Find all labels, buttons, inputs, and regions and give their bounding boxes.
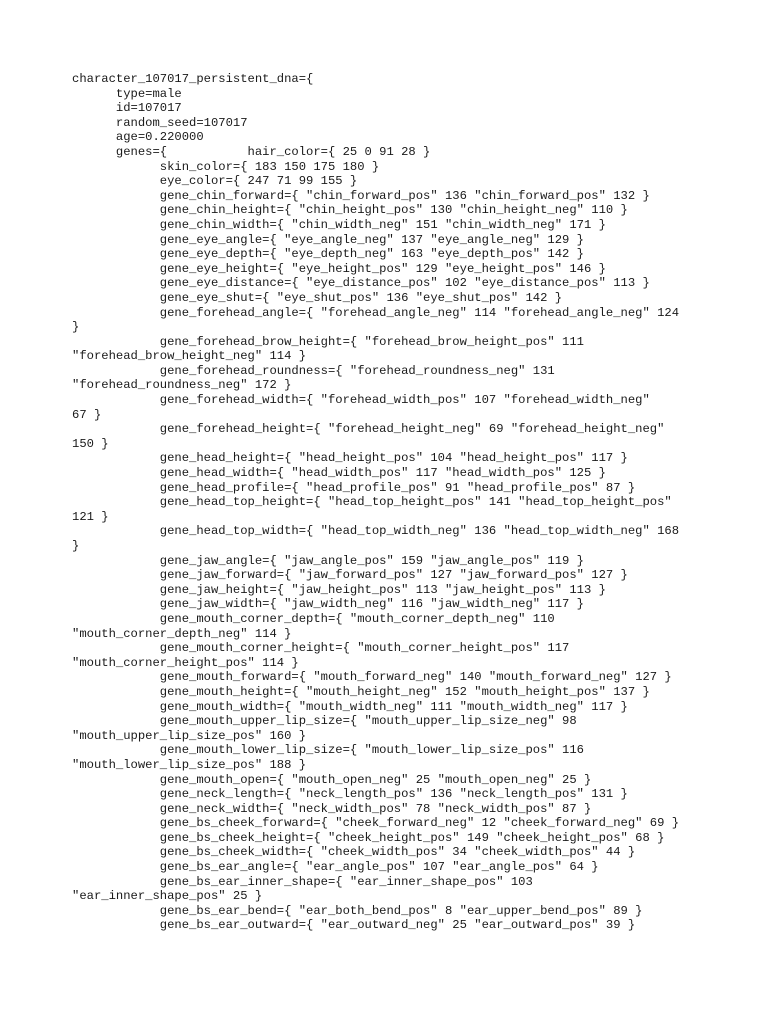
code-line: 150 } <box>72 436 109 451</box>
code-line: gene_head_height={ "head_height_pos" 104 "head_height_pos" 117 } <box>72 451 628 466</box>
code-line: "ear_inner_shape_pos" 25 } <box>72 889 263 904</box>
code-line: "mouth_lower_lip_size_pos" 188 } <box>72 757 307 772</box>
code-line: eye_color={ 247 71 99 155 } <box>72 174 358 189</box>
code-line: "forehead_brow_height_neg" 114 } <box>72 349 307 364</box>
code-line: gene_chin_height={ "chin_height_pos" 130 "chin_height_neg" 110 } <box>72 203 628 218</box>
code-line: gene_jaw_width={ "jaw_width_neg" 116 "jaw_width_neg" 117 } <box>72 597 584 612</box>
code-line: "mouth_corner_height_pos" 114 } <box>72 655 299 670</box>
code-line: gene_bs_ear_inner_shape={ "ear_inner_shape_pos" 103 <box>72 874 533 889</box>
code-line: "mouth_corner_depth_neg" 114 } <box>72 626 292 641</box>
dna-code-block <box>72 72 702 933</box>
code-line: genes={ hair_color={ 25 0 91 28 } <box>72 144 431 159</box>
code-line: gene_jaw_height={ "jaw_height_pos" 113 "jaw_height_pos" 113 } <box>72 582 606 597</box>
code-line: gene_bs_cheek_width={ "cheek_width_pos" 34 "cheek_width_pos" 44 } <box>72 845 636 860</box>
code-line: gene_eye_height={ "eye_height_pos" 129 "eye_height_pos" 146 } <box>72 261 606 276</box>
code-line: gene_head_top_height={ "head_top_height_pos" 141 "head_top_height_pos" <box>72 495 672 510</box>
code-line: gene_eye_depth={ "eye_depth_neg" 163 "eye_depth_pos" 142 } <box>72 247 584 262</box>
code-line: skin_color={ 183 150 175 180 } <box>72 159 380 174</box>
code-line: gene_mouth_forward={ "mouth_forward_neg" 140 "mouth_forward_neg" 127 } <box>72 670 672 685</box>
code-line: gene_head_profile={ "head_profile_pos" 91 "head_profile_pos" 87 } <box>72 480 636 495</box>
code-line: gene_forehead_brow_height={ "forehead_brow_height_pos" 111 <box>72 334 584 349</box>
code-line: gene_bs_cheek_height={ "cheek_height_pos" 149 "cheek_height_pos" 68 } <box>72 830 665 845</box>
code-line: gene_forehead_roundness={ "forehead_roundness_neg" 131 <box>72 363 555 378</box>
code-line: gene_mouth_corner_depth={ "mouth_corner_depth_neg" 110 <box>72 611 555 626</box>
code-line: gene_jaw_angle={ "jaw_angle_pos" 159 "jaw_angle_pos" 119 } <box>72 553 584 568</box>
code-line: gene_forehead_height={ "forehead_height_neg" 69 "forehead_height_neg" <box>72 422 665 437</box>
code-line: age=0.220000 <box>72 130 204 145</box>
code-line: gene_mouth_corner_height={ "mouth_corner_height_pos" 117 <box>72 641 570 656</box>
code-line: gene_bs_ear_outward={ "ear_outward_neg" 25 "ear_outward_pos" 39 } <box>72 918 636 933</box>
code-line: "forehead_roundness_neg" 172 } <box>72 378 292 393</box>
code-line: gene_neck_length={ "neck_length_pos" 136 "neck_length_pos" 131 } <box>72 787 628 802</box>
code-line: gene_bs_ear_bend={ "ear_both_bend_pos" 8 "ear_upper_bend_pos" 89 } <box>72 903 643 918</box>
code-line: 67 } <box>72 407 102 422</box>
code-line: gene_mouth_upper_lip_size={ "mouth_upper_lip_size_neg" 98 <box>72 714 577 729</box>
code-line: gene_forehead_width={ "forehead_width_pos" 107 "forehead_width_neg" <box>72 393 650 408</box>
code-line: gene_mouth_lower_lip_size={ "mouth_lower_lip_size_pos" 116 <box>72 743 584 758</box>
code-line: gene_eye_shut={ "eye_shut_pos" 136 "eye_shut_pos" 142 } <box>72 290 563 305</box>
code-line: } <box>72 539 80 553</box>
code-line: gene_jaw_forward={ "jaw_forward_pos" 127 "jaw_forward_pos" 127 } <box>72 568 628 583</box>
code-line: gene_mouth_open={ "mouth_open_neg" 25 "mouth_open_neg" 25 } <box>72 772 592 787</box>
code-line: gene_chin_forward={ "chin_forward_pos" 136 "chin_forward_pos" 132 } <box>72 188 650 203</box>
code-line: gene_neck_width={ "neck_width_pos" 78 "neck_width_pos" 87 } <box>72 801 592 816</box>
code-line: gene_mouth_width={ "mouth_width_neg" 111 "mouth_width_neg" 117 } <box>72 699 628 714</box>
code-line: random_seed=107017 <box>72 115 248 130</box>
code-line: gene_head_width={ "head_width_pos" 117 "head_width_pos" 125 } <box>72 466 606 481</box>
code-line: character_107017_persistent_dna={ <box>72 72 314 86</box>
code-line: gene_head_top_width={ "head_top_width_neg" 136 "head_top_width_neg" 168 <box>72 524 680 539</box>
code-line: gene_chin_width={ "chin_width_neg" 151 "chin_width_neg" 171 } <box>72 217 606 232</box>
code-line: "mouth_upper_lip_size_pos" 160 } <box>72 728 307 743</box>
code-line: type=male <box>72 86 182 101</box>
code-line: gene_bs_cheek_forward={ "cheek_forward_neg" 12 "cheek_forward_neg" 69 } <box>72 816 680 831</box>
code-line: gene_eye_distance={ "eye_distance_pos" 102 "eye_distance_pos" 113 } <box>72 276 650 291</box>
code-line: id=107017 <box>72 101 182 116</box>
code-line: 121 } <box>72 509 109 524</box>
code-line: gene_forehead_angle={ "forehead_angle_neg" 114 "forehead_angle_neg" 124 <box>72 305 680 320</box>
code-line: gene_bs_ear_angle={ "ear_angle_pos" 107 "ear_angle_pos" 64 } <box>72 860 599 875</box>
code-line: } <box>72 320 80 335</box>
code-line: gene_eye_angle={ "eye_angle_neg" 137 "eye_angle_neg" 129 } <box>72 232 584 247</box>
code-line: gene_mouth_height={ "mouth_height_neg" 152 "mouth_height_pos" 137 } <box>72 684 650 699</box>
